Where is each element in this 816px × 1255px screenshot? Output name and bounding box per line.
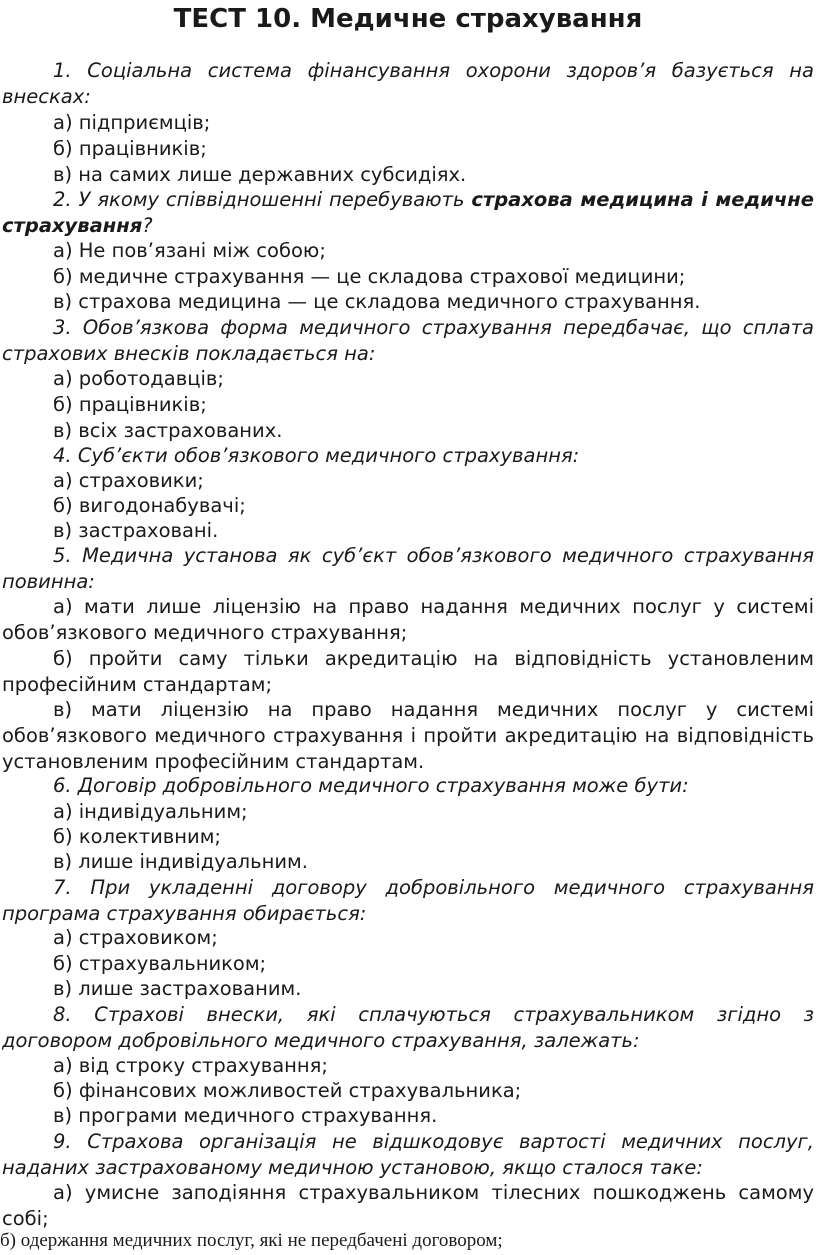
question-text: Страхова організація не відшкодовує вартості медичних послуг, наданих застрахованому медичною установою, якщо сталося таке: (2, 1130, 814, 1179)
question-number: 1. (53, 59, 72, 82)
answer-3a: а) роботодавців; (53, 367, 224, 390)
answer-1a: а) підприємців; (53, 111, 211, 134)
question-9 (2, 1129, 814, 1181)
question-emphasis: страхова медицина і медичне страхування (2, 188, 814, 237)
answer-6b: б) колективним; (53, 825, 222, 848)
answer-6c: в) лише індивідуальним. (53, 850, 308, 873)
question-text: Договір добровільного медичного страхування може бути: (77, 774, 689, 797)
question-text: Обов’язкова форма медичного страхування передбачає, що сплата страхових внесків покладається на: (2, 316, 815, 365)
question-number: 8. (53, 1003, 72, 1026)
question-number: 7. (53, 876, 72, 899)
question-2 (2, 187, 814, 239)
answer-5a: а) мати лише ліцензію на право надання медичних послуг у системі обов’язкового медичного страхування; (2, 595, 814, 644)
answer-6a: а) індивідуальним; (53, 800, 248, 823)
question-text: При укладенні договору добровільного медичного страхування програма страхування обирається: (2, 876, 814, 925)
question-8 (2, 1002, 814, 1054)
question-7 (2, 875, 814, 927)
answer-8b: б) фінансових можливостей страхувальника; (53, 1079, 522, 1102)
question-5 (2, 543, 814, 595)
answer-2a: а) Не пов’язані між собою; (53, 239, 326, 262)
answer-3b: б) працівників; (53, 393, 207, 416)
answer-3c: в) всіх застрахованих. (53, 419, 283, 442)
answer-5b: б) пройти саму тільки акредитацію на відповідність установленим професійним стандартам; (2, 647, 814, 696)
question-text: Суб’єкти обов’язкового медичного страхування: (77, 444, 580, 467)
answer-9b: б) одержання медичних послуг, які не передбачені договором; (0, 1230, 503, 1251)
question-end: ? (142, 214, 153, 237)
question-6 (2, 773, 814, 799)
answer-2b: б) медичне страхування — це складова страхової медицини; (53, 265, 686, 288)
answer-4b: б) вигодонабувачі; (53, 494, 246, 517)
question-3 (2, 315, 814, 367)
answer-8a: а) від строку страхування; (53, 1054, 328, 1077)
answer-9a: а) умисне заподіяння страхувальником тілесних пошкоджень самому собі; (2, 1181, 814, 1230)
answer-7a: а) страховиком; (53, 926, 218, 949)
question-text: Соціальна система фінансування охорони здоров’я базується на внесках: (2, 59, 814, 108)
question-number: 9. (53, 1130, 72, 1153)
page-title: ТЕСТ 10. Медичне страхування (173, 4, 643, 34)
answer-1c: в) на самих лише державних субсидіях. (53, 163, 467, 186)
answer-4c: в) застраховані. (53, 519, 219, 542)
answer-8c: в) програми медичного страхування. (53, 1104, 438, 1127)
question-number: 5. (53, 544, 72, 567)
answer-1b: б) працівників; (53, 137, 207, 160)
answer-5c: в) мати ліцензію на право надання медичних послуг у системі обов’язкового медичного страхування і пройти акредитацію на відповідність установленим професійним стандартам. (2, 698, 814, 773)
answer-7c: в) лише застрахованим. (53, 977, 302, 1000)
question-text: У якому співвідношенні перебувають (78, 188, 472, 211)
question-number: 6. (53, 774, 72, 797)
question-text: Страхові внески, які сплачуються страхувальником згідно з договором добровільного медичного страхування, залежать: (2, 1003, 814, 1052)
answer-2c: в) страхова медицина — це складова медичного страхування. (53, 290, 701, 313)
question-4 (2, 443, 814, 469)
question-text: Медична установа як суб’єкт обов’язкового медичного страхування повинна: (2, 544, 814, 593)
question-number: 2. (53, 188, 72, 211)
question-number: 3. (53, 316, 72, 339)
answer-7b: б) страхувальником; (53, 952, 267, 975)
question-number: 4. (53, 444, 72, 467)
question-1 (2, 58, 814, 110)
answer-4a: а) страховики; (53, 469, 204, 492)
